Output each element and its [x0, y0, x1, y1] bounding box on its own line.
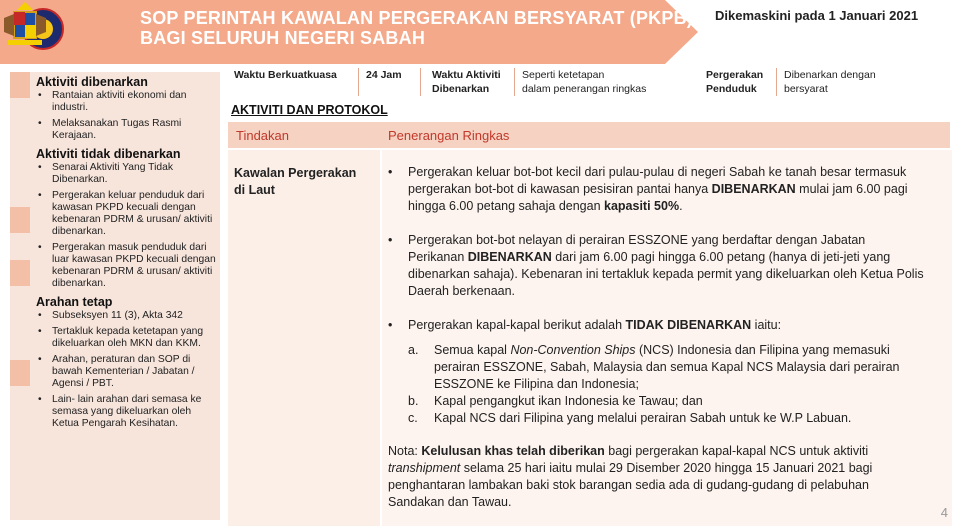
activity-time-label-line1: Waktu Aktiviti	[432, 69, 501, 81]
movement-value-line1: Dibenarkan dengan	[784, 69, 876, 81]
sidebar-tab-3	[10, 260, 30, 286]
page-title	[140, 8, 693, 48]
activity-time-value-line2: dalam penerangan ringkas	[522, 83, 647, 95]
updated-date: Dikemaskini pada 1 Januari 2021	[715, 8, 919, 23]
sub-item-b	[388, 393, 924, 410]
activity-time-value	[522, 68, 646, 96]
text: iaitu:	[751, 318, 782, 332]
page-number: 4	[940, 505, 948, 520]
allowed-section	[36, 76, 218, 142]
note	[388, 443, 924, 511]
movement-label-line1: Pergerakan	[706, 69, 764, 81]
list-item: • Melaksanakan Tugas Rasmi Kerajaan.	[36, 118, 218, 142]
list-item: • Tertakluk kepada ketetapan yang dikeluarkan oleh MKN dan KKM.	[36, 326, 218, 350]
text-italic: Non-Convention Ships	[510, 343, 636, 357]
sub-item-c	[388, 410, 924, 427]
section-title: AKTIVITI DAN PROTOKOL	[231, 103, 388, 117]
text: Kapal NCS dari Filipina yang melalui perairan Sabah untuk ke W.P Labuan.	[434, 411, 852, 425]
hours-label: Waktu Berkuatkuasa	[234, 69, 337, 81]
not-allowed-section	[36, 148, 218, 290]
sidebar-tab-2	[10, 207, 30, 233]
movement-label-line2: Penduduk	[706, 83, 757, 95]
standing-orders-heading: Arahan tetap	[36, 295, 113, 309]
sabah-coat-of-arms-logo	[0, 0, 50, 48]
title-line-2: BAGI SELURUH NEGERI SABAH	[140, 28, 426, 48]
sub-item-a	[388, 342, 924, 393]
movement-value	[784, 68, 876, 96]
sub-list	[388, 342, 924, 427]
sidebar-tab-1	[10, 72, 30, 98]
list-item: • Senarai Aktiviti Yang Tidak Dibenarkan.	[36, 162, 218, 186]
text: mulai jam 6.00 pagi hingga 6.00 petang sahaja dengan	[408, 182, 908, 213]
text-bold: kapasiti 50%	[604, 199, 680, 213]
text: bagi pergerakan kapal-kapal NCS untuk aktiviti	[604, 444, 869, 458]
divider	[514, 68, 515, 96]
text: Kapal pengangkut ikan Indonesia ke Tawau; dan	[434, 394, 703, 408]
allowed-heading: Aktiviti dibenarkan	[36, 75, 148, 89]
movement-label	[706, 68, 763, 96]
text: selama 25 hari iaitu mulai 29 Disember 2020 hingga 15 Januari 2021 bagi penghantaran lambakan baki stok barangan sedia ada di gudang-gudang di pelabuhan Sandakan dan Tawau.	[388, 461, 873, 509]
text: (NCS) Indonesia dan Filipina yang memasuki perairan ESSZONE, Sabah, Malaysia dan semua Kapal NCS Malaysia dari perairan ESSZONE ke Filipina dan Indonesia;	[434, 343, 900, 391]
sub-label: a.	[408, 343, 419, 357]
bullet-point-3: • Pergerakan kapal-kapal berikut adalah TIDAK DIBENARKAN iaitu:	[388, 318, 782, 332]
text: Pergerakan keluar bot-bot kecil dari pulau-pulau di negeri Sabah ke tanah besar termasuk pergerakan bot-bot di kawasan pesisiran pantai hanya	[408, 165, 907, 196]
bullet-point-1: • Pergerakan keluar bot-bot kecil dari pulau-pulau di negeri Sabah ke tanah besar termasuk pergerakan bot-bot di kawasan pesisiran pantai hanya DIBENARKAN mulai jam 6.00 pagi hingga 6.00 petang sahaja dengan kapasiti 50%.	[388, 165, 908, 213]
bullet-point-2: • Pergerakan bot-bot nelayan di perairan ESSZONE yang berdaftar dengan Jabatan Perikanan DIBENARKAN dari jam 6.00 pagi hingga 6.00 petang (hanya di jeti-jeti yang dibenarkan sahaja). Kebenaran ini tertakluk kepada permit yang dikeluarkan oleh Ketua Polis Daerah berkenaan.	[388, 233, 924, 298]
sidebar-content	[36, 74, 218, 436]
activity-time-value-line1: Seperti ketetapan	[522, 69, 605, 81]
column-header-description: Penerangan Ringkas	[388, 128, 510, 143]
activity-time-label	[432, 68, 501, 96]
text-italic: transhipment	[388, 461, 461, 475]
hours-value: 24 Jam	[366, 69, 402, 81]
row-title	[234, 165, 374, 199]
activity-time-label-line2: Dibenarkan	[432, 83, 490, 95]
divider	[358, 68, 359, 96]
text: Nota:	[388, 444, 422, 458]
movement-value-line2: bersyarat	[784, 83, 828, 95]
list-item: • Subseksyen 11 (3), Akta 342	[36, 310, 218, 322]
text: dari jam 6.00 pagi hingga 6.00 petang (hanya di jeti-jeti yang dibenarkan sahaja). Kebenaran ini tertakluk kepada permit yang dikeluarkan oleh Ketua Polis Daerah berkenaan.	[408, 250, 924, 298]
row-title-line1: Kawalan Pergerakan	[234, 166, 357, 180]
sidebar-tab-4	[10, 360, 30, 386]
divider	[420, 68, 421, 96]
header-banner	[0, 0, 700, 64]
row-title-line2: di Laut	[234, 183, 275, 197]
standing-orders-section	[36, 296, 218, 430]
text: Semua kapal	[434, 343, 511, 357]
text: Pergerakan bot-bot nelayan di perairan ESSZONE yang berdaftar dengan Jabatan Perikanan	[408, 233, 866, 264]
divider	[776, 68, 777, 96]
sub-label: b.	[408, 394, 419, 408]
list-item: • Pergerakan masuk penduduk dari luar kawasan PKPD kecuali dengan kebenaran PDRM & urusan/ aktiviti dibenarkan.	[36, 242, 218, 290]
list-item: • Rantaian aktiviti ekonomi dan industri.	[36, 90, 218, 114]
table-header	[228, 122, 950, 148]
text: .	[679, 199, 683, 213]
text-bold: DIBENARKAN	[711, 182, 796, 196]
not-allowed-heading: Aktiviti tidak dibenarkan	[36, 147, 181, 161]
text: Pergerakan kapal-kapal berikut adalah	[408, 318, 626, 332]
sidebar-tabs	[10, 72, 30, 520]
text-bold: TIDAK DIBENARKAN	[625, 318, 752, 332]
title-line-1: SOP PERINTAH KAWALAN PERGERAKAN BERSYARAT (PKPB)	[140, 8, 693, 28]
column-header-action: Tindakan	[236, 128, 289, 143]
sub-label: c.	[408, 411, 418, 425]
list-item: • Lain- lain arahan dari semasa ke semasa yang dikeluarkan oleh Ketua Pengarah Kesihatan.	[36, 394, 218, 430]
text-bold: DIBENARKAN	[467, 250, 552, 264]
text-bold: Kelulusan khas telah diberikan	[421, 444, 605, 458]
description-content	[388, 164, 924, 511]
list-item: • Arahan, peraturan dan SOP di bawah Kementerian / Jabatan / Agensi / PBT.	[36, 354, 218, 390]
list-item: • Pergerakan keluar penduduk dari kawasan PKPD kecuali dengan kebenaran PDRM & urusan/ aktiviti dibenarkan.	[36, 190, 218, 238]
